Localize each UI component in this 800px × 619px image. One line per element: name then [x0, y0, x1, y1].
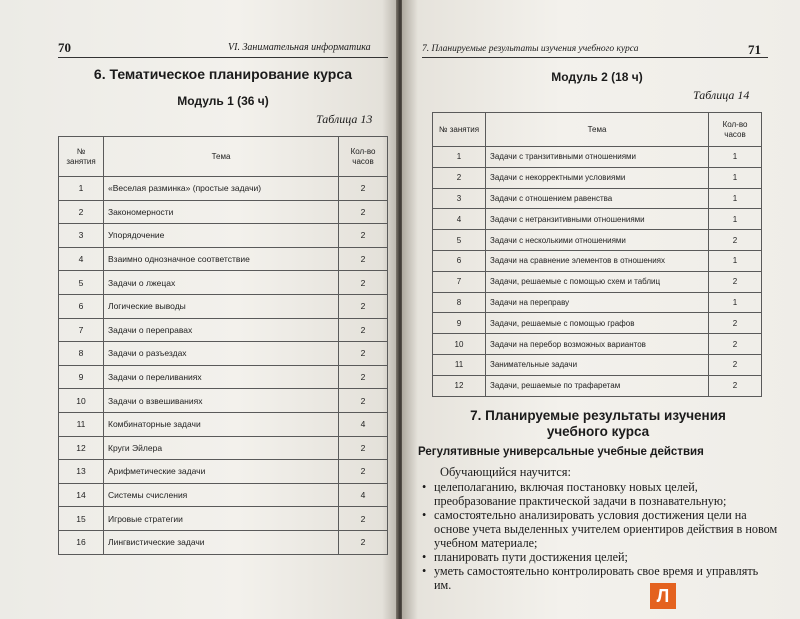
lesson-topic: Задачи о переправах: [104, 318, 339, 342]
publisher-logo: Л: [650, 583, 676, 609]
lesson-topic: Упорядочение: [104, 224, 339, 248]
subsection-title: Регулятивные универсальные учебные действия: [418, 446, 704, 458]
lesson-hours: 2: [339, 389, 388, 413]
lesson-topic: Задачи на переправу: [486, 292, 709, 313]
lesson-hours: 1: [709, 188, 762, 209]
running-head-left: VI. Занимательная информатика: [228, 42, 371, 53]
section-title-6: 6. Тематическое планирование курса: [93, 66, 353, 82]
lesson-topic: «Веселая разминка» (простые задачи): [104, 177, 339, 201]
lesson-hours: 2: [339, 177, 388, 201]
lesson-number: 9: [433, 313, 486, 334]
table-row: [433, 375, 762, 396]
lesson-number: 14: [59, 483, 104, 507]
lesson-number: 7: [59, 318, 104, 342]
section-title-7-line2: учебного курса: [546, 424, 650, 439]
list-item: • планировать пути достижения целей;: [422, 550, 628, 564]
lesson-hours: 2: [339, 530, 388, 554]
lesson-topic: Круги Эйлера: [104, 436, 339, 460]
lesson-hours: 2: [709, 271, 762, 292]
table-row: [433, 250, 762, 271]
lesson-hours: 2: [709, 354, 762, 375]
lesson-topic: Задачи о взвешиваниях: [104, 389, 339, 413]
table-row: [433, 188, 762, 209]
lesson-topic: Задачи с транзитивными отношениями: [486, 147, 709, 168]
page-number-left: 70: [58, 40, 71, 55]
table-14-caption: Таблица 14: [693, 88, 750, 102]
table-row: [433, 271, 762, 292]
lesson-number: 11: [59, 412, 104, 436]
lesson-number: 3: [433, 188, 486, 209]
table-13: [58, 136, 388, 555]
header-num: № занятия: [59, 137, 104, 177]
lesson-number: 16: [59, 530, 104, 554]
page-number-right: 71: [748, 42, 761, 57]
lesson-topic: Задачи с отношением равенства: [486, 188, 709, 209]
bullet-icon: •: [422, 480, 427, 494]
table-row: [433, 292, 762, 313]
table-row: [59, 483, 388, 507]
header-num: № занятия: [433, 113, 486, 147]
table-row: [59, 224, 388, 248]
table-row: [59, 200, 388, 224]
lesson-hours: 2: [339, 318, 388, 342]
lesson-hours: 2: [339, 247, 388, 271]
table-row: [59, 389, 388, 413]
lesson-hours: 4: [339, 483, 388, 507]
intro-text: Обучающийся научится:: [440, 465, 571, 479]
table-row: [59, 530, 388, 554]
bullet-icon: •: [422, 550, 427, 564]
bullet-icon: •: [422, 564, 427, 578]
lesson-topic: Задачи с несколькими отношениями: [486, 230, 709, 251]
lesson-topic: Системы счисления: [104, 483, 339, 507]
lesson-hours: 1: [709, 250, 762, 271]
table-14-header: [433, 113, 762, 147]
table-row: [59, 365, 388, 389]
lesson-number: 10: [433, 334, 486, 355]
lesson-hours: 2: [709, 375, 762, 396]
table-row: [59, 177, 388, 201]
table-row: [433, 167, 762, 188]
lesson-number: 12: [433, 375, 486, 396]
lesson-topic: Задачи, решаемые с помощью схем и таблиц: [486, 271, 709, 292]
lesson-number: 2: [59, 200, 104, 224]
lesson-topic: Закономерности: [104, 200, 339, 224]
lesson-hours: 4: [339, 412, 388, 436]
table-row: [59, 342, 388, 366]
module-2-title: Модуль 2 (18 ч): [551, 70, 643, 84]
lesson-number: 11: [433, 354, 486, 375]
lesson-topic: Задачи с некорректными условиями: [486, 167, 709, 188]
lesson-number: 6: [433, 250, 486, 271]
lesson-number: 12: [59, 436, 104, 460]
table-row: [59, 247, 388, 271]
table-row: [59, 507, 388, 531]
lesson-number: 8: [433, 292, 486, 313]
table-row: [433, 354, 762, 375]
lesson-number: 15: [59, 507, 104, 531]
lesson-topic: Задачи на сравнение элементов в отношениях: [486, 250, 709, 271]
lesson-topic: Задачи о лжецах: [104, 271, 339, 295]
table-row: [433, 334, 762, 355]
list-item: • самостоятельно анализировать условия достижения цели на основе учета выделенных учителем ориентиров действия в новом учебном материале;: [422, 508, 778, 550]
lesson-hours: 1: [709, 147, 762, 168]
table-row: [433, 147, 762, 168]
lesson-topic: Задачи о разъездах: [104, 342, 339, 366]
lesson-hours: 2: [339, 365, 388, 389]
lesson-number: 1: [433, 147, 486, 168]
table-row: [433, 313, 762, 334]
lesson-topic: Арифметические задачи: [104, 460, 339, 484]
lesson-topic: Лингвистические задачи: [104, 530, 339, 554]
lesson-hours: 2: [339, 342, 388, 366]
lesson-hours: 2: [339, 271, 388, 295]
results-list: [422, 480, 778, 592]
table-row: [59, 412, 388, 436]
table-row: [433, 209, 762, 230]
lesson-number: 5: [433, 230, 486, 251]
lesson-topic: Комбинаторные задачи: [104, 412, 339, 436]
lesson-topic: Занимательные задачи: [486, 354, 709, 375]
running-head-right: 7. Планируемые результаты изучения учебного курса: [422, 44, 639, 54]
lesson-topic: Игровые стратегии: [104, 507, 339, 531]
lesson-topic: Задачи о переливаниях: [104, 365, 339, 389]
lesson-number: 7: [433, 271, 486, 292]
left-page: [0, 0, 398, 619]
lesson-hours: 2: [709, 313, 762, 334]
lesson-number: 4: [59, 247, 104, 271]
lesson-topic: Взаимно однозначное соответствие: [104, 247, 339, 271]
lesson-hours: 2: [339, 294, 388, 318]
module-1-title: Модуль 1 (36 ч): [177, 94, 269, 108]
lesson-topic: Задачи, решаемые по трафаретам: [486, 375, 709, 396]
bullet-icon: •: [422, 508, 427, 522]
lesson-number: 3: [59, 224, 104, 248]
table-row: [59, 294, 388, 318]
lesson-number: 6: [59, 294, 104, 318]
lesson-number: 4: [433, 209, 486, 230]
lesson-number: 10: [59, 389, 104, 413]
header-topic: Тема: [104, 137, 339, 177]
table-row: [59, 318, 388, 342]
lesson-hours: 2: [339, 507, 388, 531]
lesson-number: 5: [59, 271, 104, 295]
table-14-body: [433, 147, 762, 397]
header-rule-right: [422, 57, 768, 58]
lesson-hours: 1: [709, 209, 762, 230]
lesson-topic: Задачи с нетранзитивными отношениями: [486, 209, 709, 230]
header-topic: Тема: [486, 113, 709, 147]
lesson-hours: 1: [709, 167, 762, 188]
lesson-hours: 2: [339, 224, 388, 248]
lesson-hours: 2: [709, 334, 762, 355]
lesson-number: 1: [59, 177, 104, 201]
table-13-header: [59, 137, 388, 177]
lesson-hours: 1: [709, 292, 762, 313]
section-title-7: [420, 408, 776, 440]
lesson-number: 13: [59, 460, 104, 484]
lesson-topic: Логические выводы: [104, 294, 339, 318]
lesson-hours: 2: [709, 230, 762, 251]
list-item: • целеполаганию, включая постановку новых целей, преобразование практической задачи в познавательную;: [422, 480, 727, 508]
table-row: [59, 436, 388, 460]
lesson-hours: 2: [339, 460, 388, 484]
header-hours: Кол-во часов: [709, 113, 762, 147]
lesson-number: 9: [59, 365, 104, 389]
lesson-topic: Задачи на перебор возможных вариантов: [486, 334, 709, 355]
lesson-topic: Задачи, решаемые с помощью графов: [486, 313, 709, 334]
lesson-number: 2: [433, 167, 486, 188]
section-title-7-line1: 7. Планируемые результаты изучения: [470, 408, 726, 423]
lesson-hours: 2: [339, 200, 388, 224]
table-row: [59, 271, 388, 295]
list-item: • уметь самостоятельно контролировать свое время и управлять им.: [422, 564, 759, 592]
lesson-hours: 2: [339, 436, 388, 460]
table-row: [433, 230, 762, 251]
lesson-number: 8: [59, 342, 104, 366]
table-row: [59, 460, 388, 484]
table-14: [432, 112, 762, 397]
header-rule-left: [58, 57, 388, 58]
table-13-caption: Таблица 13: [316, 112, 373, 126]
table-13-body: [59, 177, 388, 555]
header-hours: Кол-во часов: [339, 137, 388, 177]
